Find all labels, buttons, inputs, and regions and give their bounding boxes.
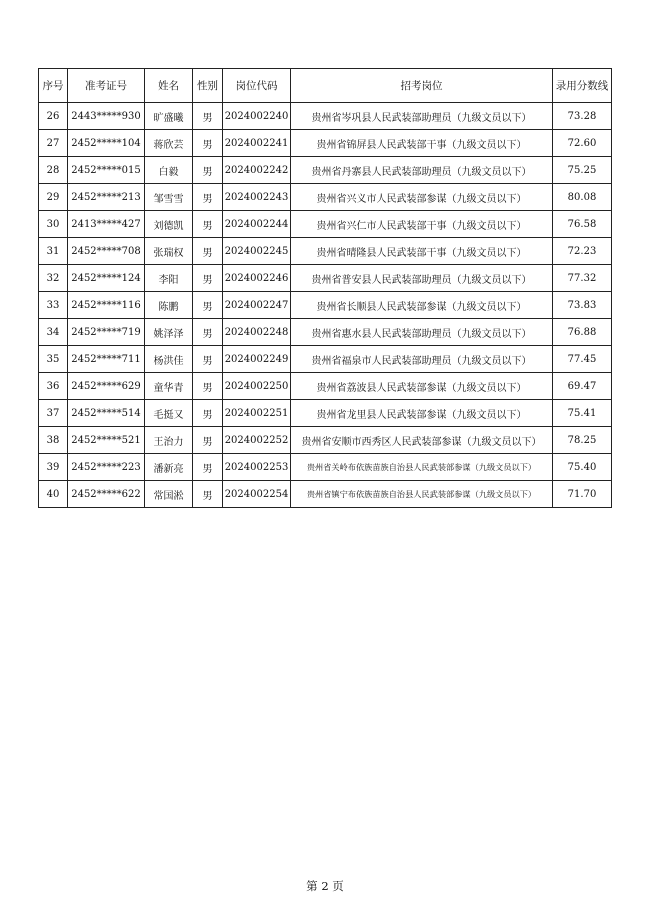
cell-name: 王治力 <box>145 427 193 454</box>
cell-score: 72.60 <box>553 130 612 157</box>
cell-ticket: 2452*****124 <box>68 265 145 292</box>
cell-name: 邹雪雪 <box>145 184 193 211</box>
cell-name: 旷盛曦 <box>145 103 193 130</box>
cell-post: 贵州省兴义市人民武装部参谋（九级文员以下） <box>291 184 553 211</box>
cell-ticket: 2452*****223 <box>68 454 145 481</box>
table-row <box>39 184 612 211</box>
cell-name: 姚泽泽 <box>145 319 193 346</box>
cell-post-code: 2024002246 <box>223 265 291 292</box>
cell-ticket: 2452*****719 <box>68 319 145 346</box>
cell-score: 76.58 <box>553 211 612 238</box>
col-header-ticket: 准考证号 <box>68 69 145 103</box>
cell-post: 贵州省长顺县人民武装部参谋（九级文员以下） <box>291 292 553 319</box>
cell-ticket: 2452*****708 <box>68 238 145 265</box>
cell-ticket: 2452*****622 <box>68 481 145 508</box>
table-row <box>39 373 612 400</box>
cell-post-code: 2024002243 <box>223 184 291 211</box>
table-row <box>39 157 612 184</box>
col-header-gender: 性别 <box>193 69 223 103</box>
cell-seq: 37 <box>39 400 68 427</box>
cell-post-code: 2024002244 <box>223 211 291 238</box>
cell-post-code: 2024002251 <box>223 400 291 427</box>
cell-post: 贵州省晴隆县人民武装部干事（九级文员以下） <box>291 238 553 265</box>
cell-post: 贵州省锦屏县人民武装部干事（九级文员以下） <box>291 130 553 157</box>
cell-name: 杨洪佳 <box>145 346 193 373</box>
cell-seq: 27 <box>39 130 68 157</box>
cell-gender: 男 <box>193 238 223 265</box>
cell-ticket: 2443*****930 <box>68 103 145 130</box>
cell-name: 李阳 <box>145 265 193 292</box>
cell-seq: 29 <box>39 184 68 211</box>
cell-score: 75.41 <box>553 400 612 427</box>
table-row <box>39 346 612 373</box>
cell-score: 73.83 <box>553 292 612 319</box>
table-row <box>39 427 612 454</box>
results-table <box>38 68 612 508</box>
cell-name: 蒋欣芸 <box>145 130 193 157</box>
cell-score: 71.70 <box>553 481 612 508</box>
cell-gender: 男 <box>193 427 223 454</box>
cell-ticket: 2452*****629 <box>68 373 145 400</box>
cell-post: 贵州省镇宁布依族苗族自治县人民武装部参谋（九级文员以下） <box>291 481 553 508</box>
cell-seq: 31 <box>39 238 68 265</box>
cell-gender: 男 <box>193 481 223 508</box>
cell-post-code: 2024002252 <box>223 427 291 454</box>
cell-gender: 男 <box>193 157 223 184</box>
cell-seq: 38 <box>39 427 68 454</box>
cell-seq: 32 <box>39 265 68 292</box>
cell-score: 75.25 <box>553 157 612 184</box>
cell-post: 贵州省普安县人民武装部助理员（九级文员以下） <box>291 265 553 292</box>
cell-post: 贵州省岑巩县人民武装部助理员（九级文员以下） <box>291 103 553 130</box>
table-row <box>39 211 612 238</box>
cell-post-code: 2024002249 <box>223 346 291 373</box>
cell-post-code: 2024002253 <box>223 454 291 481</box>
cell-ticket: 2452*****015 <box>68 157 145 184</box>
cell-ticket: 2452*****521 <box>68 427 145 454</box>
cell-name: 潘新亮 <box>145 454 193 481</box>
cell-name: 刘德凯 <box>145 211 193 238</box>
cell-ticket: 2452*****116 <box>68 292 145 319</box>
cell-post-code: 2024002250 <box>223 373 291 400</box>
cell-seq: 39 <box>39 454 68 481</box>
cell-post-code: 2024002240 <box>223 103 291 130</box>
cell-seq: 26 <box>39 103 68 130</box>
cell-seq: 34 <box>39 319 68 346</box>
cell-name: 张瑞权 <box>145 238 193 265</box>
table-row <box>39 238 612 265</box>
cell-score: 72.23 <box>553 238 612 265</box>
table-body <box>39 103 612 508</box>
cell-ticket: 2452*****213 <box>68 184 145 211</box>
cell-name: 常国淞 <box>145 481 193 508</box>
cell-post: 贵州省关岭布依族苗族自治县人民武装部参谋（九级文员以下） <box>291 454 553 481</box>
cell-post: 贵州省惠水县人民武装部助理员（九级文员以下） <box>291 319 553 346</box>
cell-gender: 男 <box>193 454 223 481</box>
cell-score: 77.32 <box>553 265 612 292</box>
cell-post-code: 2024002242 <box>223 157 291 184</box>
cell-gender: 男 <box>193 103 223 130</box>
cell-post-code: 2024002241 <box>223 130 291 157</box>
cell-post-code: 2024002254 <box>223 481 291 508</box>
table-row <box>39 103 612 130</box>
cell-seq: 40 <box>39 481 68 508</box>
cell-score: 69.47 <box>553 373 612 400</box>
cell-ticket: 2452*****104 <box>68 130 145 157</box>
cell-post: 贵州省龙里县人民武装部参谋（九级文员以下） <box>291 400 553 427</box>
table-row <box>39 481 612 508</box>
cell-seq: 36 <box>39 373 68 400</box>
header-row <box>39 69 612 103</box>
cell-gender: 男 <box>193 130 223 157</box>
page-number: 第 2 页 <box>306 879 344 893</box>
cell-ticket: 2452*****711 <box>68 346 145 373</box>
cell-seq: 30 <box>39 211 68 238</box>
cell-gender: 男 <box>193 265 223 292</box>
cell-seq: 35 <box>39 346 68 373</box>
cell-score: 76.88 <box>553 319 612 346</box>
cell-score: 75.40 <box>553 454 612 481</box>
col-header-score: 录用分数线 <box>553 69 612 103</box>
col-header-name: 姓名 <box>145 69 193 103</box>
cell-name: 陈鹏 <box>145 292 193 319</box>
cell-gender: 男 <box>193 373 223 400</box>
cell-post: 贵州省兴仁市人民武装部干事（九级文员以下） <box>291 211 553 238</box>
cell-gender: 男 <box>193 319 223 346</box>
cell-score: 77.45 <box>553 346 612 373</box>
col-header-post-code: 岗位代码 <box>223 69 291 103</box>
cell-score: 73.28 <box>553 103 612 130</box>
cell-score: 78.25 <box>553 427 612 454</box>
cell-gender: 男 <box>193 346 223 373</box>
cell-post: 贵州省福泉市人民武装部助理员（九级文员以下） <box>291 346 553 373</box>
cell-ticket: 2413*****427 <box>68 211 145 238</box>
cell-name: 毛挺又 <box>145 400 193 427</box>
cell-gender: 男 <box>193 400 223 427</box>
cell-seq: 28 <box>39 157 68 184</box>
cell-post-code: 2024002245 <box>223 238 291 265</box>
table-row <box>39 400 612 427</box>
cell-post: 贵州省丹寨县人民武装部助理员（九级文员以下） <box>291 157 553 184</box>
cell-ticket: 2452*****514 <box>68 400 145 427</box>
table-row <box>39 454 612 481</box>
cell-score: 80.08 <box>553 184 612 211</box>
cell-post-code: 2024002247 <box>223 292 291 319</box>
table-row <box>39 130 612 157</box>
table-row <box>39 265 612 292</box>
cell-gender: 男 <box>193 184 223 211</box>
col-header-post: 招考岗位 <box>291 69 553 103</box>
cell-gender: 男 <box>193 211 223 238</box>
table-row <box>39 292 612 319</box>
cell-name: 童华青 <box>145 373 193 400</box>
cell-gender: 男 <box>193 292 223 319</box>
col-header-seq: 序号 <box>39 69 68 103</box>
table-row <box>39 319 612 346</box>
cell-seq: 33 <box>39 292 68 319</box>
cell-post: 贵州省荔波县人民武装部参谋（九级文员以下） <box>291 373 553 400</box>
cell-post-code: 2024002248 <box>223 319 291 346</box>
cell-name: 白毅 <box>145 157 193 184</box>
cell-post: 贵州省安顺市西秀区人民武装部参谋（九级文员以下） <box>291 427 553 454</box>
